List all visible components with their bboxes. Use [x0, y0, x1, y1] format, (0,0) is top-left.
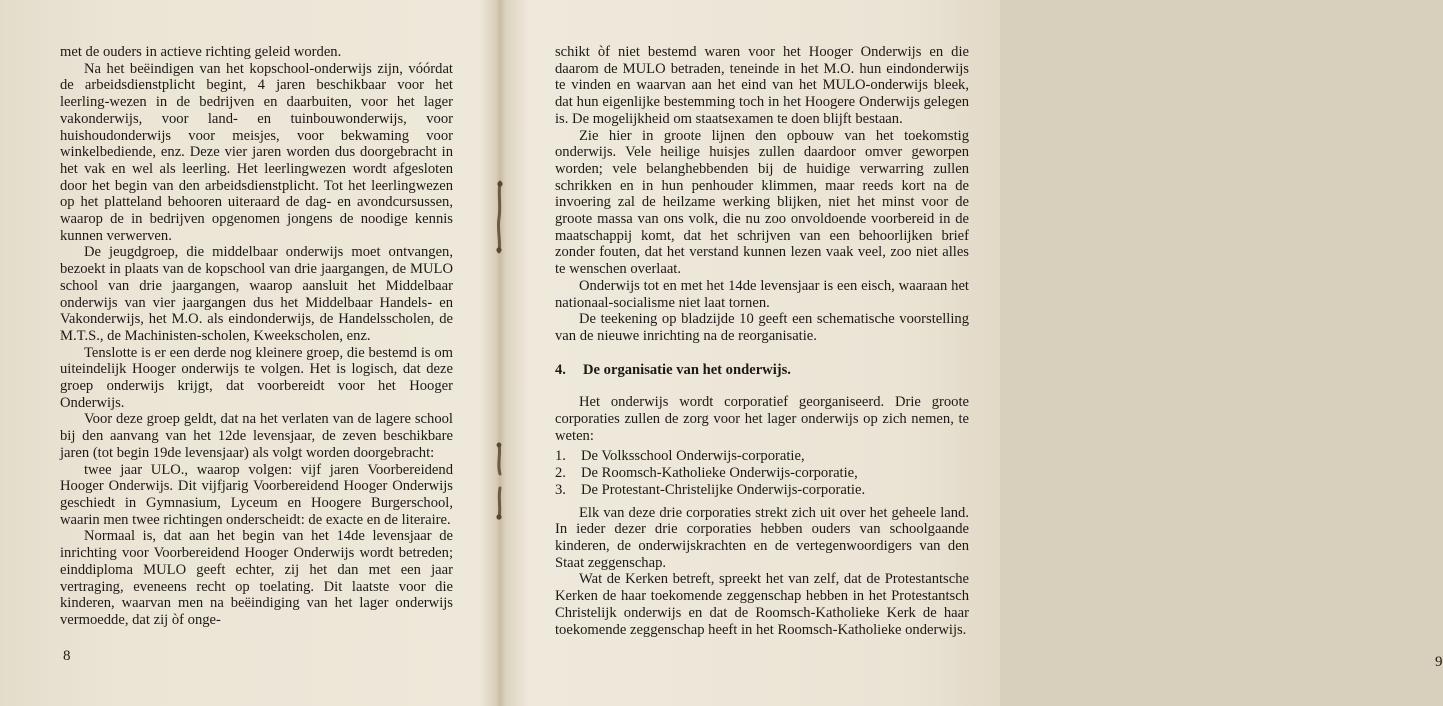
paragraph: Elk van deze drie corporaties strekt zich uit over het geheele land. In ieder dezer drie corporaties hebben ouders van schoolgaande kinderen, de onderwijskrachten en de vertegenwoordigers van den Staat zeggenschap.: [555, 504, 969, 571]
paragraph: De teekening op bladzijde 10 geeft een schematische voorstelling van de nieuwe inrichting na de reorganisatie.: [555, 311, 969, 344]
list-number: 1.: [555, 448, 566, 465]
list-item: [555, 465, 969, 482]
paragraph: Na het beëindigen van het kopschool-onderwijs zijn, vóórdat de arbeidsdienstplicht begint, 4 jaren beschikbaar voor het leerling-wezen in de bedrijven en daarbuiten, voor het lager vakonderwijs, voor land- en tuinbouwonderwijs, voor huishoudonderwijs voor meisjes, voor bekwaming voor winkelbediende, enz. Deze vier jaren worden dus doorgebracht in het vak en wel als leerling. Het leerlingwezen wordt afgesloten door het begin van den arbeidsdienstplicht. Tot het leerlingwezen op het platteland behooren uiteraard de dag- en avondcursussen, waarop de in bedrijven opgenomen jongens de noodige kennis kunnen verwerven.: [60, 60, 453, 244]
paragraph: Onderwijs tot en met het 14de levensjaar is een eisch, waaraan het nationaal-socialisme niet laat tornen.: [555, 277, 969, 311]
page-number: 9: [1435, 654, 1443, 670]
paragraph: twee jaar ULO., waarop volgen: vijf jaren Voorbereidend Hooger Onderwijs. Dit vijfjarig Voorbereidend Hooger Onderwijs geschiedt in Gymnasium, Lyceum en Hoogere Burgerschool, waarin men twee richtingen onderscheidt: de exacte en de literaire.: [60, 461, 453, 528]
section-number: 4.: [555, 361, 566, 378]
right-page-body: [555, 44, 969, 638]
list-number: 3.: [555, 481, 566, 498]
list-text: De Protestant-Christelijke Onderwijs-corporatie.: [581, 481, 866, 498]
list-item: [555, 482, 969, 499]
list-number: 2.: [555, 465, 566, 482]
list-text: De Volksschool Onderwijs-corporatie,: [581, 448, 805, 465]
corporations-list: [555, 448, 969, 498]
paragraph: Voor deze groep geldt, dat na het verlaten van de lagere school bij den aanvang van het 12de levensjaar, de zeven beschikbare jaren (tot begin 19de levensjaar) als volgt worden doorgebracht:: [60, 411, 453, 461]
paragraph: De jeugdgroep, die middelbaar onderwijs moet ontvangen, bezoekt in plaats van de kopschool van drie jaargangen, de MULO school van drie jaargangen, waarop aansluit het Middelbaar onderwijs van vier jaargangen dus het Middelbaar Handels- en Vakonderwijs, het M.O. als eindonderwijs, de Handelsscholen, de M.T.S., de Machinisten-scholen, Kweekscholen, enz.: [60, 244, 453, 344]
section-title: De organisatie van het onderwijs.: [583, 361, 791, 378]
paragraph: Wat de Kerken betreft, spreekt het van zelf, dat de Protestantsche Kerken de haar toekomende zeggenschap hebben in het Protestantsch Christelijk onderwijs en dat de Roomsch-Katholieke Kerk de haar toekomende zeggenschap heeft in het Roomsch-Katholieke onderwijs.: [555, 571, 969, 638]
paragraph: Zie hier in groote lijnen den opbouw van het toekomstig onderwijs. Vele heilige huisjes zullen daardoor omver geworpen worden; vele belanghebbenden bij de huidige verwarring zullen schrikken en in hun penhouder klimmen, maar reeds kort na de invoering zal de heilzame werking blijken, niet het minst voor de groote massa van ons volk, die nu zoo onvoldoende voorbereid in de maatschappij komt, dat het schrijven van een behoorlijken brief zonder fouten, dat het verstand kunnen lezen vaak veel, zoo niet alles te wenschen overlaat.: [555, 127, 969, 278]
list-item: [555, 448, 969, 465]
list-text: De Roomsch-Katholieke Onderwijs-corporatie,: [581, 465, 858, 482]
left-page-body: [60, 44, 453, 629]
paragraph: Het onderwijs wordt corporatief georganiseerd. Drie groote corporaties zullen de zorg voor het lager onderwijs op zich nemen, te weten:: [555, 394, 969, 444]
binding-stitch: [488, 440, 512, 522]
binding-stitch: [488, 178, 512, 256]
page-number: 8: [63, 648, 71, 664]
right-page: [510, 0, 1443, 706]
left-page: [0, 0, 490, 706]
paragraph: Normaal is, dat aan het begin van het 14de levensjaar de inrichting voor Voorbereidend Hooger Onderwijs wordt betreden; einddiploma MULO geeft echter, zij het dan met een jaar vertraging, eveneens recht op toelating. Dit laatste voor die kinderen, waarvan men na beëindiging van het lager onderwijs vermoedde, dat zij òf onge-: [60, 528, 453, 628]
section-heading: [555, 362, 969, 379]
paragraph: Tenslotte is er een derde nog kleinere groep, die bestemd is om uiteindelijk Hooger onderwijs te volgen. Het is logisch, dat deze groep onderwijs krijgt, dat voorbereidt voor het Hooger Onderwijs.: [60, 344, 453, 411]
paragraph: met de ouders in actieve richting geleid worden.: [60, 44, 342, 60]
paragraph: schikt òf niet bestemd waren voor het Hooger Onderwijs en die daarom de MULO betraden, teneinde in het M.O. hun eindonderwijs te vinden en waarvan aan het eind van het MULO-onderwijs bleek, dat hun eigenlijke bestemming toch in het Hoogere Onderwijs gelegen is. De mogelijkheid om staatsexamen te doen blijft bestaan.: [555, 44, 969, 127]
